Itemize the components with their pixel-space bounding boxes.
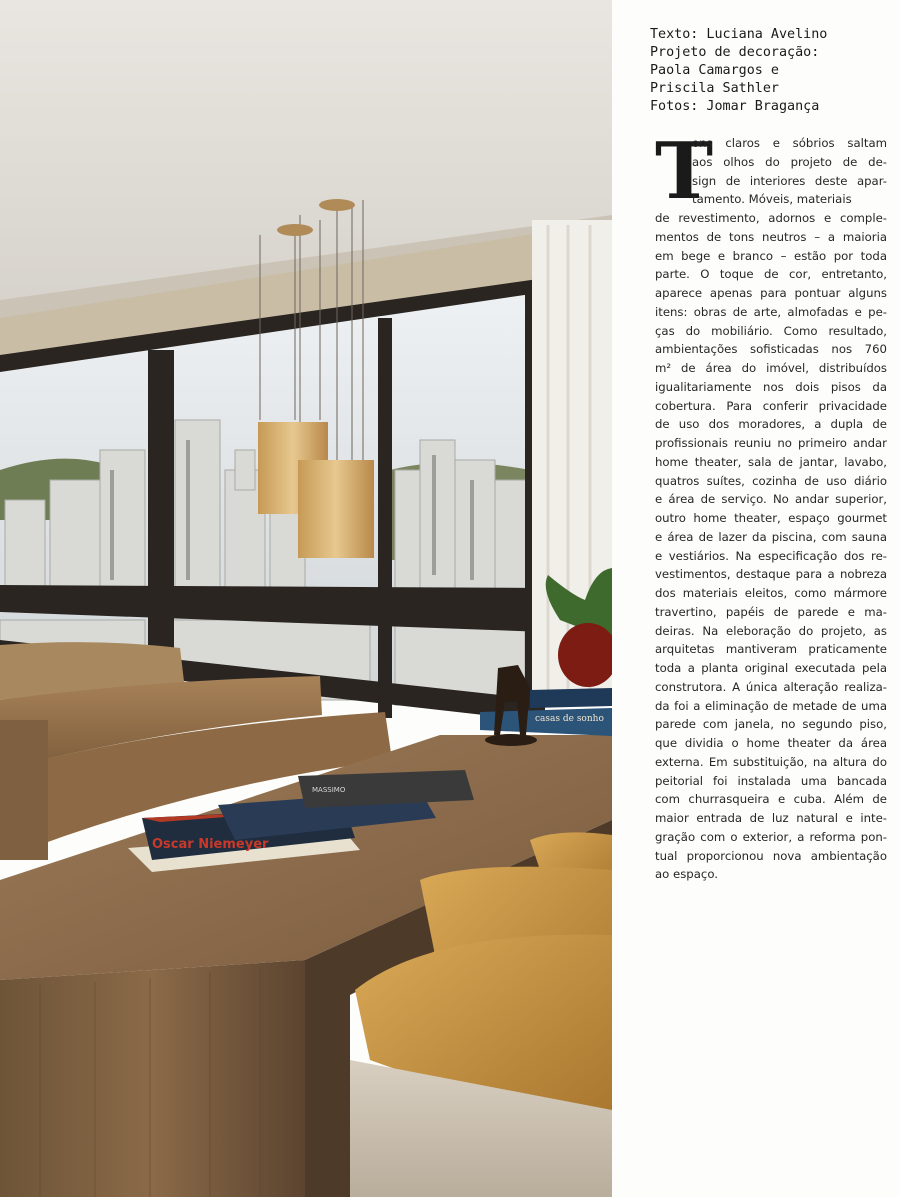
credit-designer-1: Paola Camargos e — [650, 63, 779, 78]
article-line: tual proporcionou nova ambientação — [655, 848, 887, 863]
article-line: home theater, sala de jantar, lavabo, — [655, 454, 887, 469]
article-line: quatros suítes, cozinha de uso diário — [655, 473, 887, 488]
article-line: maior entrada de luz natural e inte- — [655, 811, 887, 825]
article-line: cobertura. Para conferir privacidade — [655, 398, 887, 413]
article-line: ons claros e sóbrios saltam — [692, 136, 887, 150]
article-line: e área de lazer da piscina, com sauna — [655, 529, 887, 544]
article-line: ao espaço. — [655, 867, 718, 882]
book-title-back: MASSIMO — [312, 786, 346, 794]
credit-photos: Fotos: Jomar Bragança — [650, 99, 820, 114]
article-line: e área de serviço. No andar superior, — [655, 492, 887, 507]
article-line: da foi a eliminação de metade de uma — [655, 698, 887, 713]
article-line: arquitetas mantiveram praticamente — [655, 642, 887, 657]
book-title-casas: casas de sonho — [535, 714, 604, 724]
article-line: mentos de tons neutros – a maioria — [655, 229, 887, 244]
article-column — [630, 0, 892, 1197]
article-line: em bege e branco – estão por toda — [655, 248, 887, 263]
article-line: aos olhos do projeto de de- — [692, 154, 887, 169]
article-line: externa. Em substituição, na altura do — [655, 754, 887, 769]
article-line: com churrasqueira e cuba. Além de — [655, 792, 887, 807]
article-line: igualitariamente nos dois pisos da — [655, 379, 887, 394]
article-line: peitorial foi instalada uma bancada — [655, 773, 887, 788]
credit-designer-2: Priscila Sathler — [650, 81, 779, 96]
article-line: de uso dos moradores, a dupla de — [655, 417, 887, 432]
article-line: ambientações sofisticadas nos 760 — [655, 342, 887, 357]
article-line: parte. O toque de cor, entretanto, — [655, 267, 887, 282]
book-title-niemeyer: Oscar Niemeyer — [152, 837, 269, 852]
article-line: outro home theater, espaço gourmet — [655, 511, 887, 525]
article-line: profissionais reuniu no primeiro andar — [655, 436, 887, 450]
article-line: m² de área do imóvel, distribuídos — [655, 361, 887, 375]
article-line: que dividia o home theater da área — [655, 736, 887, 750]
article-line: gração com o exterior, a reforma pon- — [655, 829, 887, 844]
article-line: deiras. Na eleboração do projeto, as — [655, 623, 887, 638]
article-body — [655, 126, 887, 884]
article-line: ças do mobiliário. Como resultado, — [655, 323, 887, 338]
credit-text-author: Texto: Luciana Avelino — [650, 27, 828, 42]
article-line: toda a planta original executada pela — [655, 661, 887, 675]
article-line: vestimentos, destaque para a nobreza — [655, 567, 887, 582]
article-line: dos materiais eleitos, como mármore — [655, 586, 887, 600]
article-line: construtora. A única alteração realiza- — [655, 679, 887, 694]
article-line: de revestimento, adornos e comple- — [655, 211, 887, 225]
article-line: itens: obras de arte, almofadas e pe- — [655, 304, 887, 319]
article-line: e vestiários. Na especificação dos re- — [655, 548, 887, 563]
article-line: tamento. Móveis, materiais — [692, 192, 852, 207]
article-line: aparece apenas para pontuar alguns — [655, 286, 887, 300]
credits — [650, 26, 827, 116]
article-line: travertino, papéis de parede e ma- — [655, 604, 887, 619]
article-line: parede com janela, no segundo piso, — [655, 717, 887, 732]
article-line: sign de interiores deste apar- — [692, 173, 887, 188]
credit-project-label: Projeto de decoração: — [650, 45, 820, 60]
drop-cap: T — [655, 126, 714, 217]
